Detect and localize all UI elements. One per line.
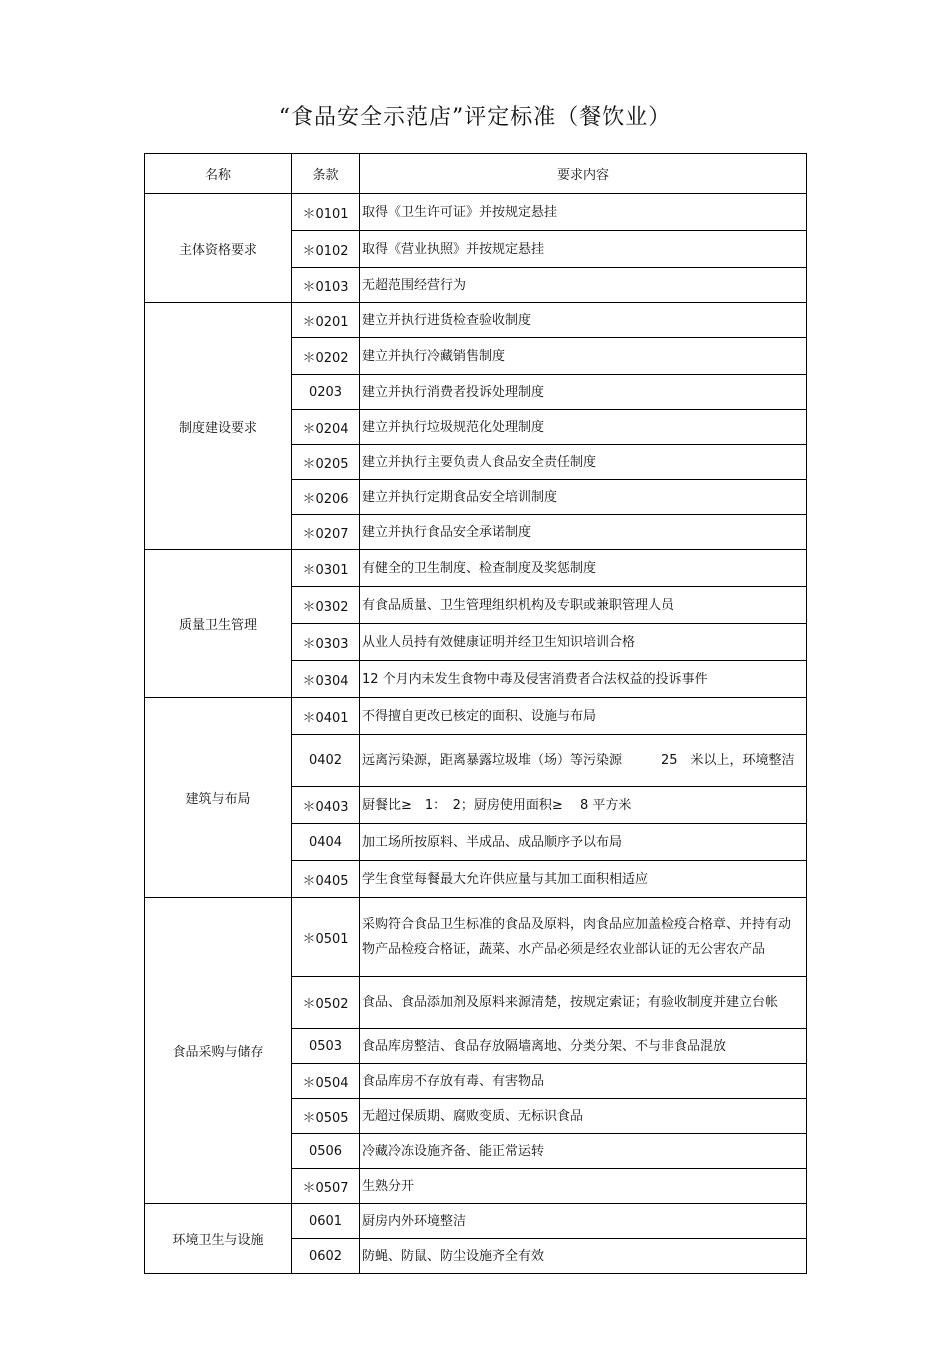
clause-code: ＊0504 bbox=[292, 1064, 360, 1099]
requirement-text: 食品、食品添加剂及原料来源清楚，按规定索证；有验收制度并建立台帐 bbox=[360, 977, 807, 1029]
requirement-text: 建立并执行进货检查验收制度 bbox=[360, 303, 807, 338]
clause-code: ＊0302 bbox=[292, 587, 360, 624]
requirement-text: 学生食堂每餐最大允许供应量与其加工面积相适应 bbox=[360, 861, 807, 898]
requirement-text: 防蝇、防鼠、防尘设施齐全有效 bbox=[360, 1239, 807, 1274]
requirement-text: 取得《卫生许可证》并按规定悬挂 bbox=[360, 194, 807, 231]
requirement-text: 取得《营业执照》并按规定悬挂 bbox=[360, 231, 807, 268]
clause-code: 0503 bbox=[292, 1029, 360, 1064]
clause-code: ＊0502 bbox=[292, 977, 360, 1029]
requirement-text: 食品库房不存放有毒、有害物品 bbox=[360, 1064, 807, 1099]
clause-code: ＊0206 bbox=[292, 480, 360, 515]
requirement-text: 12 个月内未发生食物中毒及侵害消费者合法权益的投诉事件 bbox=[360, 661, 807, 698]
requirement-text: 厨餐比≥ 1： 2；厨房使用面积≥ 8 平方米 bbox=[360, 787, 807, 824]
clause-code: ＊0401 bbox=[292, 698, 360, 735]
category-cell: 主体资格要求 bbox=[145, 194, 292, 303]
requirement-text: 建立并执行垃圾规范化处理制度 bbox=[360, 410, 807, 445]
clause-code: ＊0403 bbox=[292, 787, 360, 824]
clause-code: ＊0201 bbox=[292, 303, 360, 338]
table-row bbox=[145, 898, 807, 977]
requirement-text: 建立并执行定期食品安全培训制度 bbox=[360, 480, 807, 515]
requirement-text: 有食品质量、卫生管理组织机构及专职或兼职管理人员 bbox=[360, 587, 807, 624]
category-cell: 制度建设要求 bbox=[145, 303, 292, 550]
clause-code: 0203 bbox=[292, 375, 360, 410]
requirement-text: 建立并执行食品安全承诺制度 bbox=[360, 515, 807, 550]
clause-code: ＊0507 bbox=[292, 1169, 360, 1204]
standards-table bbox=[144, 153, 807, 1274]
clause-code: 0601 bbox=[292, 1204, 360, 1239]
clause-code: ＊0101 bbox=[292, 194, 360, 231]
clause-code: 0602 bbox=[292, 1239, 360, 1274]
clause-code: ＊0103 bbox=[292, 268, 360, 303]
header-name: 名称 bbox=[145, 154, 292, 194]
requirement-text: 无超范围经营行为 bbox=[360, 268, 807, 303]
header-row bbox=[145, 154, 807, 194]
category-cell: 环境卫生与设施 bbox=[145, 1204, 292, 1274]
category-cell: 建筑与布局 bbox=[145, 698, 292, 898]
clause-code: ＊0202 bbox=[292, 338, 360, 375]
table-row bbox=[145, 550, 807, 587]
clause-code: ＊0505 bbox=[292, 1099, 360, 1134]
category-cell: 质量卫生管理 bbox=[145, 550, 292, 698]
clause-code: ＊0405 bbox=[292, 861, 360, 898]
clause-code: 0506 bbox=[292, 1134, 360, 1169]
requirement-text: 建立并执行消费者投诉处理制度 bbox=[360, 375, 807, 410]
clause-code: ＊0501 bbox=[292, 898, 360, 977]
clause-code: 0402 bbox=[292, 735, 360, 787]
table-row bbox=[145, 303, 807, 338]
header-clause: 条款 bbox=[292, 154, 360, 194]
clause-code: ＊0205 bbox=[292, 445, 360, 480]
clause-code: ＊0303 bbox=[292, 624, 360, 661]
clause-code: ＊0207 bbox=[292, 515, 360, 550]
category-cell: 食品采购与储存 bbox=[145, 898, 292, 1204]
clause-code: ＊0204 bbox=[292, 410, 360, 445]
page-title: “食品安全示范店”评定标准（餐饮业） bbox=[278, 105, 672, 130]
requirement-text: 从业人员持有效健康证明并经卫生知识培训合格 bbox=[360, 624, 807, 661]
table-row bbox=[145, 1204, 807, 1239]
table-row bbox=[145, 194, 807, 231]
clause-code: ＊0102 bbox=[292, 231, 360, 268]
requirement-text: 有健全的卫生制度、检查制度及奖惩制度 bbox=[360, 550, 807, 587]
requirement-text: 无超过保质期、腐败变质、无标识食品 bbox=[360, 1099, 807, 1134]
clause-code: ＊0301 bbox=[292, 550, 360, 587]
requirement-text: 不得擅自更改已核定的面积、设施与布局 bbox=[360, 698, 807, 735]
requirement-text: 生熟分开 bbox=[360, 1169, 807, 1204]
requirement-text: 建立并执行冷藏销售制度 bbox=[360, 338, 807, 375]
clause-code: 0404 bbox=[292, 824, 360, 861]
requirement-text: 采购符合食品卫生标准的食品及原料，肉食品应加盖检疫合格章、并持有动物产品检疫合格证，蔬菜、水产品必须是经农业部认证的无公害农产品 bbox=[360, 898, 807, 977]
requirement-text: 远离污染源，距离暴露垃圾堆（场）等污染源 25 米以上，环境整洁 bbox=[360, 735, 807, 787]
requirement-text: 厨房内外环境整洁 bbox=[360, 1204, 807, 1239]
table-row bbox=[145, 698, 807, 735]
requirement-text: 食品库房整洁、食品存放隔墙离地、分类分架、不与非食品混放 bbox=[360, 1029, 807, 1064]
requirement-text: 建立并执行主要负责人食品安全责任制度 bbox=[360, 445, 807, 480]
requirement-text: 冷藏冷冻设施齐备、能正常运转 bbox=[360, 1134, 807, 1169]
clause-code: ＊0304 bbox=[292, 661, 360, 698]
requirement-text: 加工场所按原料、半成品、成品顺序予以布局 bbox=[360, 824, 807, 861]
header-requirement: 要求内容 bbox=[360, 154, 807, 194]
